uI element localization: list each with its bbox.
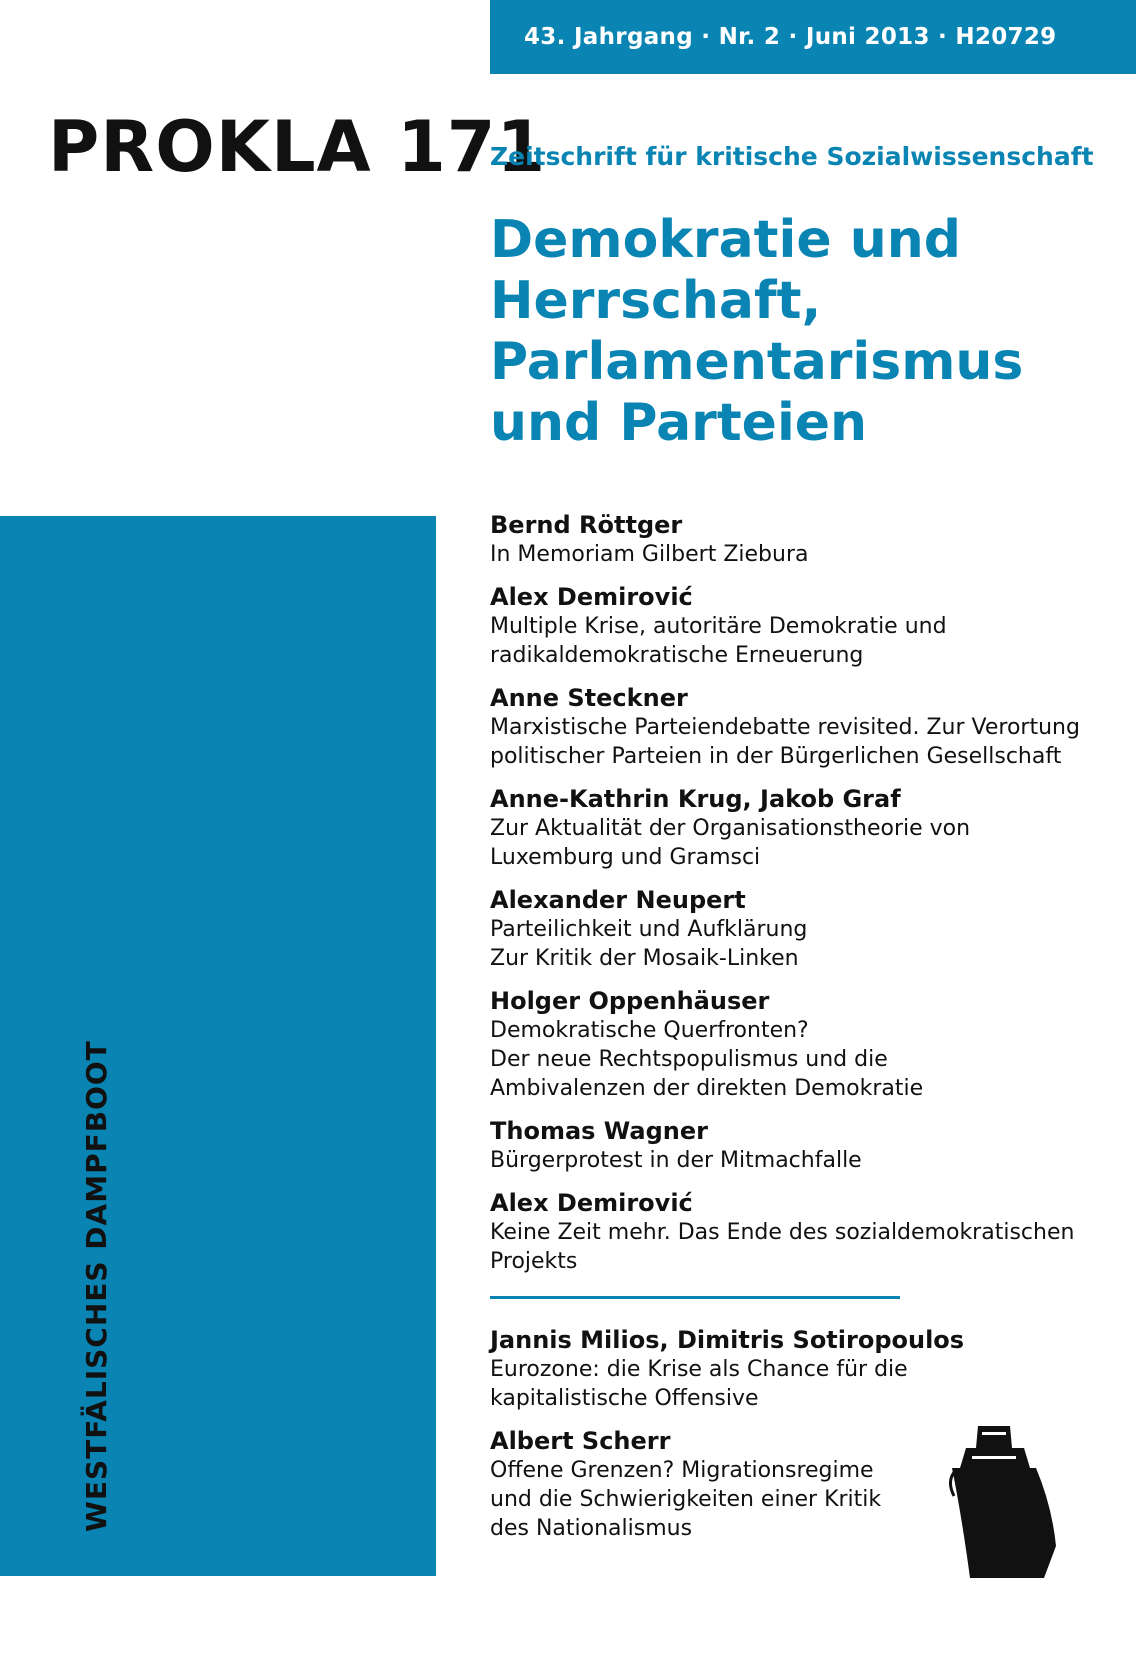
- journal-title: PROKLA 171: [48, 106, 547, 188]
- article-entry: [490, 784, 1090, 872]
- article-entry: [490, 683, 1090, 771]
- article-title-line: Marxistische Parteiendebatte revisited. Zur Verortung: [490, 715, 1080, 740]
- article-title-line: kapitalistische Offensive: [490, 1386, 759, 1411]
- article-title-line: Bürgerprotest in der Mitmachfalle: [490, 1148, 862, 1173]
- article-title-line: Parteilichkeit und Aufklärung: [490, 917, 808, 942]
- article-author: Anne Steckner: [490, 684, 688, 712]
- theme-line: Demokratie und: [490, 210, 961, 270]
- article-entry: [490, 1116, 1090, 1175]
- issue-info: 43. Jahrgang · Nr. 2 · Juni 2013 · H20729: [524, 24, 1057, 50]
- article-title-line: In Memoriam Gilbert Ziebura: [490, 542, 809, 567]
- article-author: Alex Demirović: [490, 583, 693, 611]
- article-title-line: Keine Zeit mehr. Das Ende des sozialdemokratischen: [490, 1220, 1075, 1245]
- article-entry: [490, 885, 1090, 973]
- article-title-line: Luxemburg und Gramsci: [490, 845, 761, 870]
- theme-line: Herrschaft,: [490, 271, 822, 331]
- article-title: [490, 1146, 1090, 1175]
- article-title-line: Offene Grenzen? Migrationsregime: [490, 1458, 874, 1483]
- article-title-line: Multiple Krise, autoritäre Demokratie und: [490, 614, 947, 639]
- article-entry: [490, 1325, 1090, 1413]
- article-entry: [490, 510, 1090, 569]
- article-author: Alexander Neupert: [490, 886, 746, 914]
- theme-line: Parlamentarismus: [490, 332, 1024, 392]
- article-title-line: radikaldemokratische Erneuerung: [490, 643, 864, 668]
- article-author: Bernd Röttger: [490, 511, 683, 539]
- article-title-line: Zur Aktualität der Organisationstheorie von: [490, 816, 971, 841]
- article-title: [490, 612, 1090, 670]
- article-title-line: und die Schwierigkeiten einer Kritik: [490, 1487, 882, 1512]
- article-entry: [490, 986, 1090, 1103]
- article-title-line: Demokratische Querfronten?: [490, 1018, 809, 1043]
- article-entry: [490, 582, 1090, 670]
- theme-line: und Parteien: [490, 393, 868, 453]
- section-divider: [490, 1296, 900, 1299]
- steamboat-icon: [948, 1418, 1058, 1578]
- article-title-line: des Nationalismus: [490, 1516, 693, 1541]
- article-title: [490, 1218, 1090, 1276]
- article-title-line: politischer Parteien in der Bürgerlichen Gesellschaft: [490, 744, 1062, 769]
- article-title: [490, 1355, 1090, 1413]
- article-author: Albert Scherr: [490, 1427, 671, 1455]
- article-author: Holger Oppenhäuser: [490, 987, 770, 1015]
- article-author: Thomas Wagner: [490, 1117, 708, 1145]
- publisher-name: WESTFÄLISCHES DAMPFBOOT: [80, 1040, 113, 1532]
- article-author: Alex Demirović: [490, 1189, 693, 1217]
- article-title-line: Der neue Rechtspopulismus und die: [490, 1047, 888, 1072]
- article-author: Anne-Kathrin Krug, Jakob Graf: [490, 785, 901, 813]
- table-of-contents: [490, 510, 1090, 1556]
- article-title-line: Projekts: [490, 1249, 578, 1274]
- article-title-line: Ambivalenzen der direkten Demokratie: [490, 1076, 924, 1101]
- article-title: [490, 1016, 1090, 1103]
- article-title: [490, 540, 1090, 569]
- article-author: Jannis Milios, Dimitris Sotiropoulos: [490, 1326, 965, 1354]
- article-entry: [490, 1188, 1090, 1276]
- issue-theme-title: [490, 210, 1110, 454]
- article-title: [490, 713, 1090, 771]
- article-title: [490, 814, 1090, 872]
- article-title-line: Zur Kritik der Mosaik-Linken: [490, 946, 799, 971]
- journal-subtitle: Zeitschrift für kritische Sozialwissenschaft: [490, 142, 1094, 171]
- article-title-line: Eurozone: die Krise als Chance für die: [490, 1357, 908, 1382]
- side-color-band: [0, 516, 436, 1576]
- article-title: [490, 915, 1090, 973]
